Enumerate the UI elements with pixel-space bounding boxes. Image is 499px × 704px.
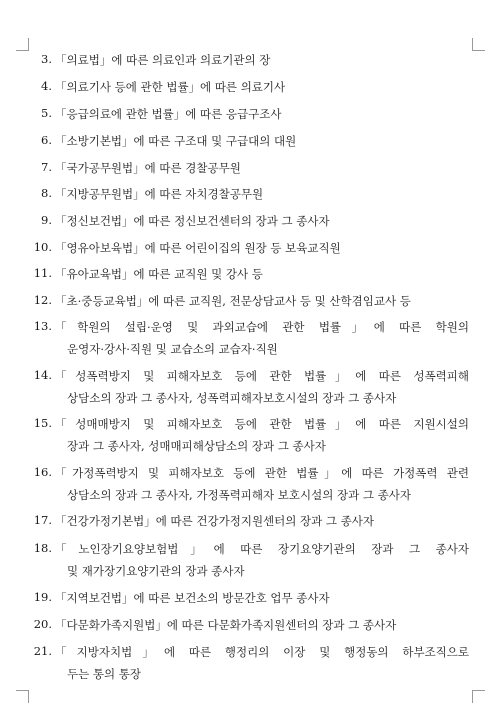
item-text: 「의료법」에 따른 의료인과 의료기관의 장 <box>55 53 271 67</box>
item-text: 「영유아보육법」에 따른 어린이집의 원장 등 보육교직원 <box>55 241 341 255</box>
item-text-continuation: 장과 그 종사자, 성매매피해상담소의 장과 그 종사자 <box>67 439 326 453</box>
item-text: 「다문화가족지원법」에 따른 다문화가족지원센터의 장과 그 종사자 <box>55 618 397 632</box>
item-text-continuation: 상담소의 장과 그 종사자, 가정폭력피해자 보호시설의 장과 그 종사자 <box>67 488 411 502</box>
item-text: 「지방자치법」에 따른 행정리의 이장 및 행정동의 하부조직으로 <box>55 645 469 659</box>
item-number: 10. <box>33 240 52 254</box>
item-number: 13. <box>33 319 52 333</box>
item-text: 「가정폭력방지 및 피해자보호 등에 관한 법률」에 따른 가정폭력 관련 <box>55 466 469 480</box>
item-text: 「학원의 설립·운영 및 과외교습에 관한 법률」에 따른 학원의 <box>55 320 469 334</box>
item-number: 17. <box>33 513 52 527</box>
item-text: 「유아교육법」에 따른 교직원 및 강사 등 <box>55 267 263 281</box>
item-text: 「건강가정기본법」에 따른 건강가정지원센터의 장과 그 종사자 <box>55 514 374 528</box>
item-text: 「정신보건법」에 따른 정신보건센터의 장과 그 종사자 <box>55 214 330 228</box>
item-text: 「지역보건법」에 따른 보건소의 방문간호 업무 종사자 <box>55 591 330 605</box>
item-number: 19. <box>33 590 52 604</box>
item-number: 6. <box>41 133 52 147</box>
item-number: 21. <box>33 644 52 658</box>
item-number: 11. <box>33 266 52 280</box>
item-text-continuation: 운영자·강사·직원 및 교습소의 교습자·직원 <box>67 342 278 356</box>
crop-mark-bottom-right <box>472 690 485 703</box>
crop-mark-top-left <box>16 38 29 51</box>
item-text-continuation: 및 재가장기요양기관의 장과 종사자 <box>67 564 245 578</box>
item-number: 5. <box>41 106 52 120</box>
item-number: 3. <box>41 52 52 66</box>
item-text: 「지방공무원법」에 따른 자치경찰공무원 <box>55 187 264 201</box>
item-text: 「의료기사 등에 관한 법률」에 따른 의료기사 <box>55 80 286 94</box>
item-text: 「성매매방지 및 피해자보호 등에 관한 법률」에 따른 지원시설의 <box>55 417 469 431</box>
crop-mark-top-right <box>472 38 485 51</box>
item-text-continuation: 상담소의 장과 그 종사자, 성폭력피해자보호시설의 장과 그 종사자 <box>67 391 397 405</box>
item-text: 「노인장기요양보험법」에 따른 장기요양기관의 장과 그 종사자 <box>55 542 469 556</box>
item-text: 「응급의료에 관한 법률」에 따른 응급구조사 <box>55 107 282 121</box>
item-text: 「성폭력방지 및 피해자보호 등에 관한 법률」에 따른 성폭력피해 <box>55 369 469 383</box>
item-number: 15. <box>33 416 52 430</box>
item-text: 「소방기본법」에 따른 구조대 및 구급대의 대원 <box>55 134 297 148</box>
crop-mark-bottom-left <box>16 690 29 703</box>
item-number: 14. <box>33 368 52 382</box>
item-number: 7. <box>41 160 52 174</box>
item-text: 「초·중등교육법」에 따른 교직원, 전문상담교사 등 및 산학겸임교사 등 <box>55 294 411 308</box>
item-number: 8. <box>41 186 52 200</box>
item-text-continuation: 두는 통의 통장 <box>67 667 141 681</box>
item-number: 9. <box>41 213 52 227</box>
item-text: 「국가공무원법」에 따른 경찰공무원 <box>55 161 241 175</box>
item-number: 12. <box>33 293 52 307</box>
item-number: 4. <box>41 79 52 93</box>
item-number: 16. <box>33 465 52 479</box>
item-number: 20. <box>33 617 52 631</box>
item-number: 18. <box>33 541 52 555</box>
